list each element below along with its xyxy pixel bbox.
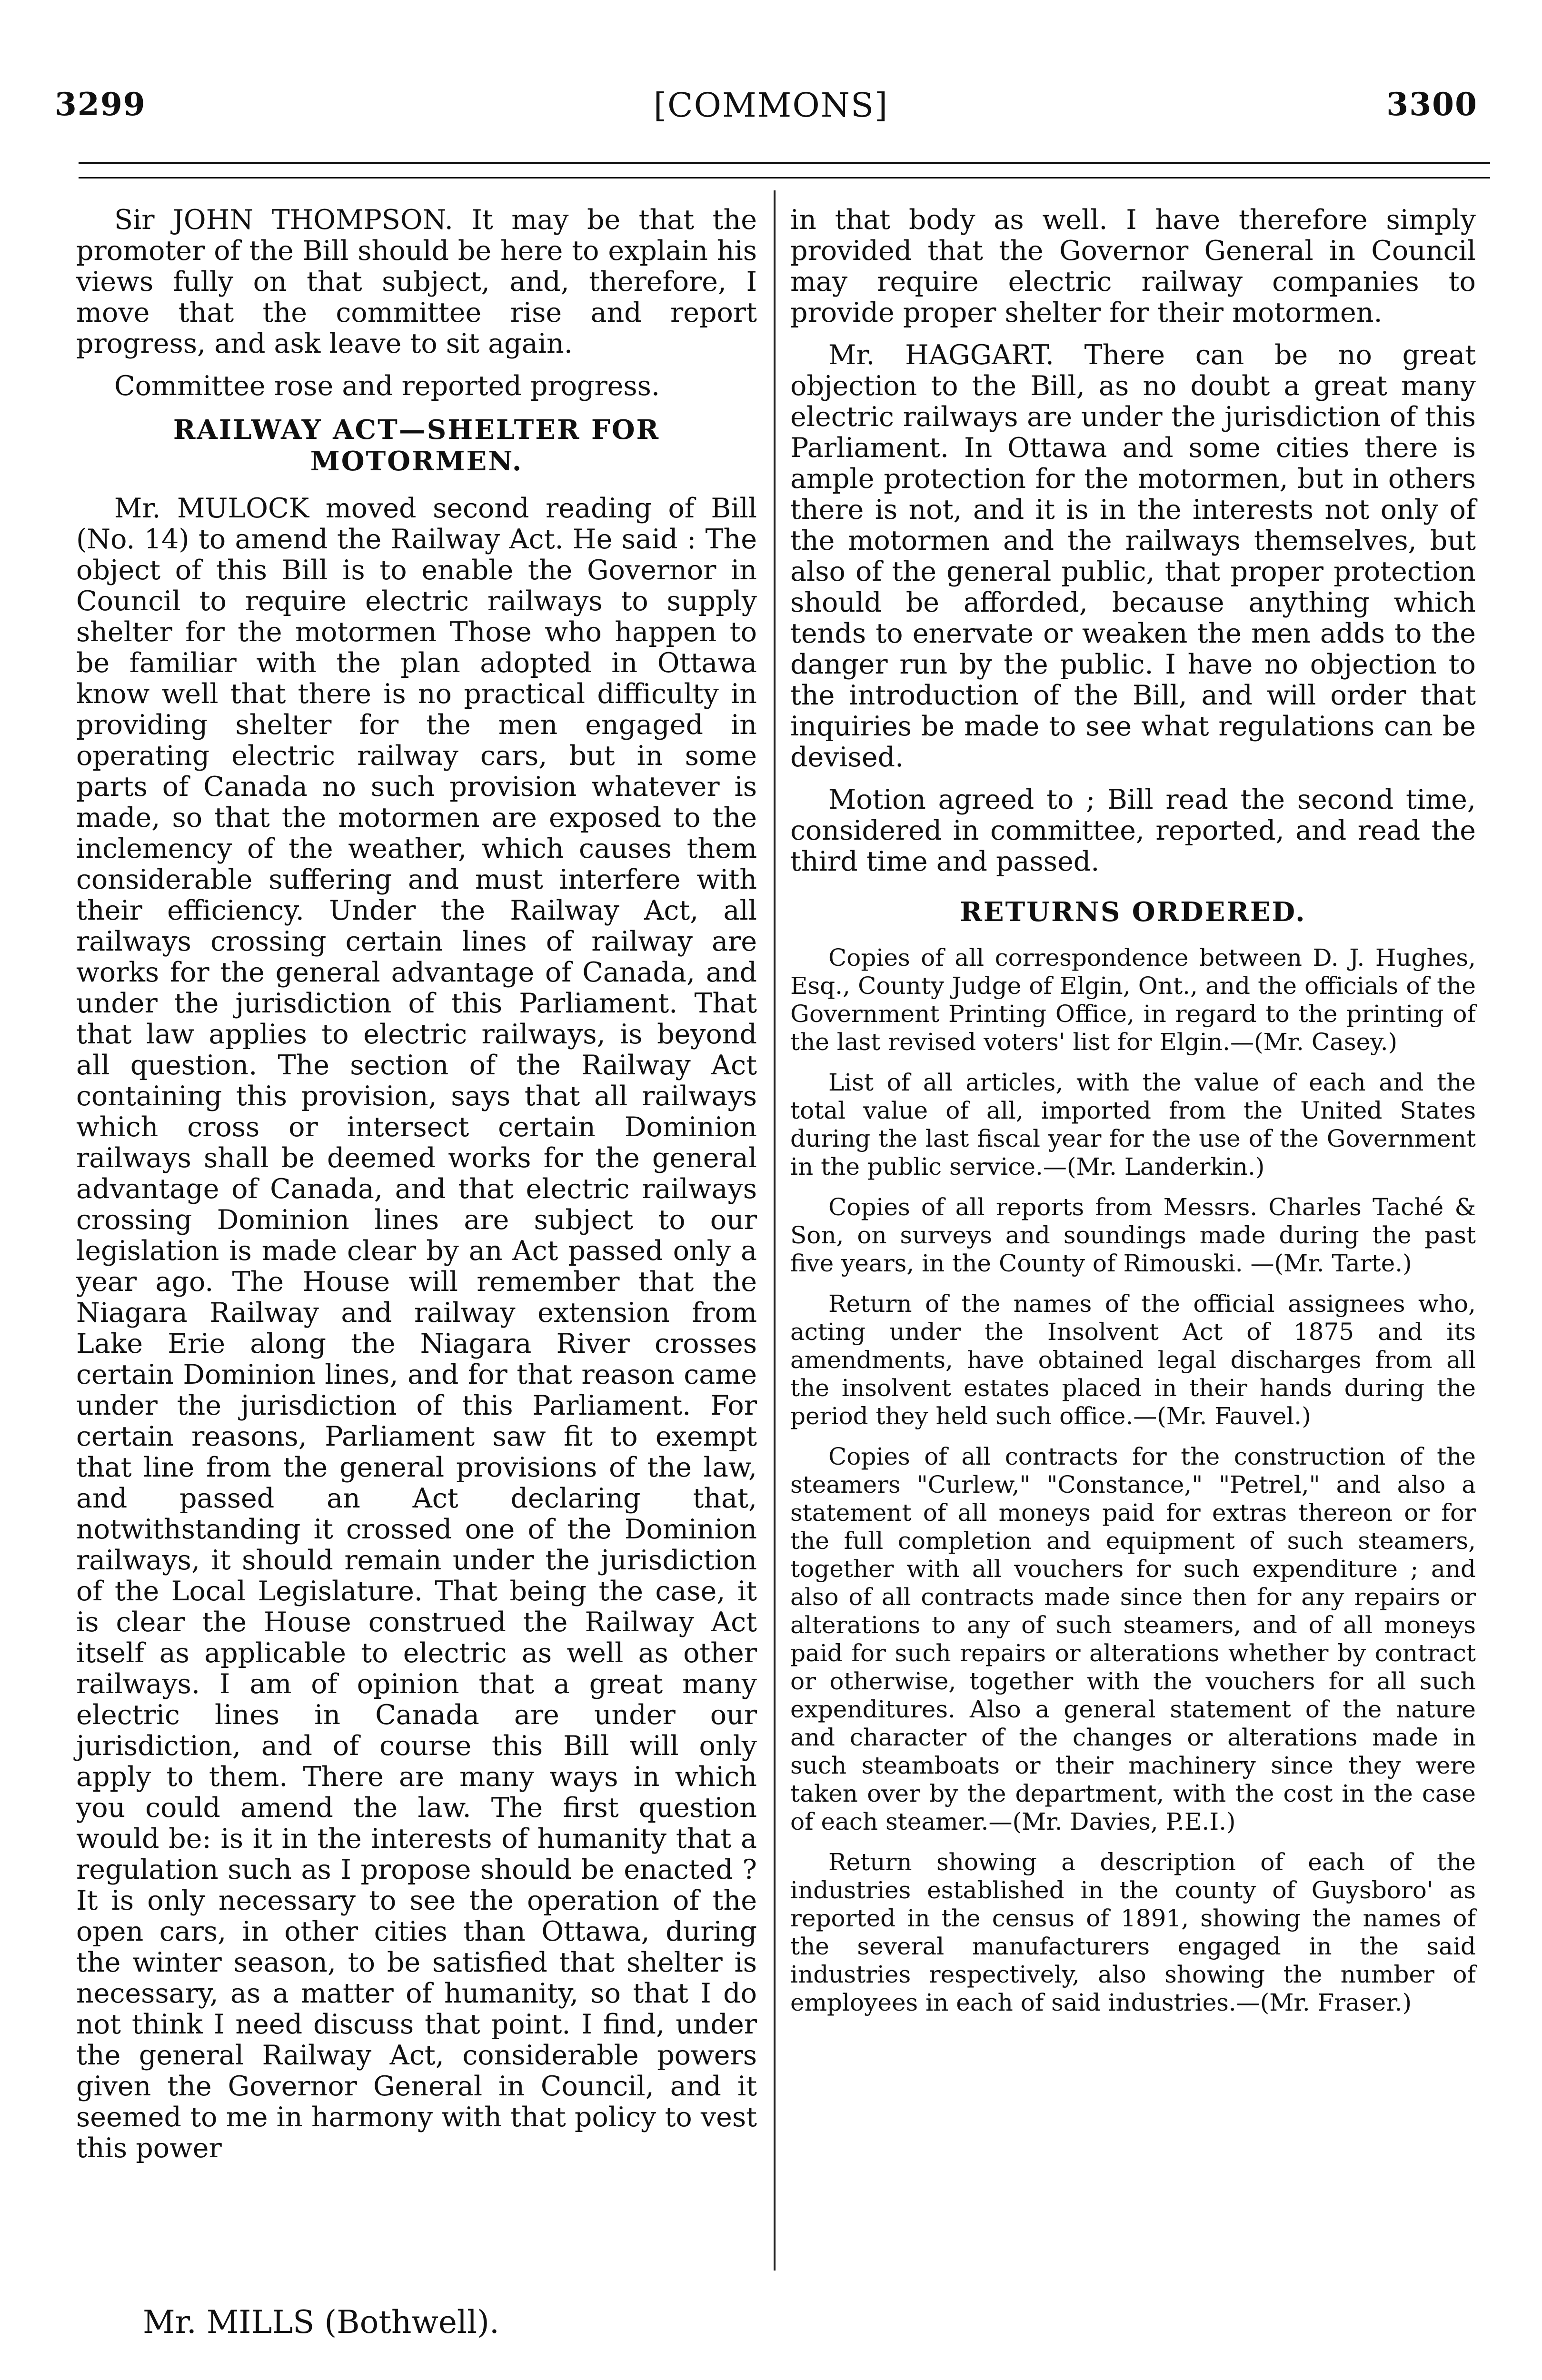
- paragraph-thompson: Sir JOHN THOMPSON. It may be that the promoter of the Bill should be here to explain his views fully on that subject, and, therefore, I move that the committee rise and report progress, and ask leave to sit again.: [76, 204, 757, 359]
- header-rule-bottom: [79, 177, 1490, 178]
- header-rule-top: [79, 162, 1490, 164]
- footer-speaker-name: Mr. MILLS (Bothwell).: [143, 2304, 499, 2340]
- column-divider: [774, 190, 776, 2271]
- section-heading-returns-ordered: RETURNS ORDERED.: [960, 896, 1306, 928]
- return-item: Copies of all correspondence between D. J. Hughes, Esq., County Judge of Elgin, Ont., and the officials of the Government Printing Office, in regard to the printing of the last revised voters' list for Elgin.—(Mr. Casey.): [790, 944, 1476, 1056]
- paragraph-mulock: Mr. MULOCK moved second reading of Bill (No. 14) to amend the Railway Act. He said : The object of this Bill is to enable the Governor in Council to require electric railways to supply shelter for the motormen Those who happen to be familiar with the plan adopted in Ottawa know well that there is no practical difficulty in providing shelter for the men engaged in operating electric railway cars, but in some parts of Canada no such provision whatever is made, so that the motormen are exposed to the inclemency of the weather, which causes them considerable suffering and must interfere with their efficiency. Under the Railway Act, all railways crossing certain lines of railway are works for the general advantage of Canada, and under the jurisdiction of this Parliament. That that law applies to electric railways, is beyond all question. The section of the Railway Act containing this provision, says that all railways which cross or intersect certain Dominion railways shall be deemed works for the general advantage of Canada, and that electric railways crossing Dominion lines are subject to our legislation is made clear by an Act passed only a year ago. The House will remember that the Niagara Railway and railway extension from Lake Erie along the Niagara River crosses certain Dominion lines, and for that reason came under the jurisdiction of this Parliament. For certain reasons, Parliament saw fit to exempt that line from the general provisions of the law, and passed an Act declaring that, notwithstanding it crossed one of the Dominion railways, it should remain under the jurisdiction of the Local Legislature. That being the case, it is clear the House construed the Railway Act itself as applicable to electric as well as other railways. I am of opinion that a great many electric lines in Canada are under our jurisdiction, and of course this Bill will only apply to them. There are many ways in which you could amend the law. The first question would be: is it in the interests of humanity that a regulation such as I propose should be enacted ? It is only necessary to see the operation of the open cars, in other cities than Ottawa, during the winter season, to be satisfied that shelter is necessary, as a matter of humanity, so that I do not think I need discuss that point. I find, under the general Railway Act, considerable powers given the Governor General in Council, and it seemed to me in harmony with that policy to vest this power: [76, 493, 757, 2164]
- return-item: Copies of all contracts for the construction of the steamers "Curlew," "Constance," "Petrel," and also a statement of all moneys paid for extras thereon or for the full completion and equipment of such steamers, together with all vouchers for such expenditure ; and also of all contracts made since then for any repairs or alterations to any of such steamers, and of all moneys paid for such repairs or alterations whether by contract or otherwise, together with the vouchers for all such expenditures. Also a general statement of the nature and character of the changes or alterations made in such steamboats or their machinery since they were taken over by the department, with the cost in the case of each steamer.—(Mr. Davies, P.E.I.): [790, 1443, 1476, 1835]
- page-header: [0, 0, 1542, 157]
- left-column: [76, 205, 757, 2175]
- return-item: Return of the names of the official assignees who, acting under the Insolvent Act of 1875 and its amendments, have obtained legal discharges from all the insolvent estates placed in their hands during the period they held such office.—(Mr. Fauvel.): [790, 1290, 1476, 1430]
- right-column: [790, 205, 1476, 2029]
- return-item: Return showing a description of each of the industries established in the county of Guysboro' as reported in the census of 1891, showing the names of the several manufacturers engaged in the said industries respectively, also showing the number of employees in each of said industries.—(Mr. Fraser.): [790, 1848, 1476, 2016]
- page-number-right: 3300: [1386, 86, 1478, 123]
- paragraph-motion-agreed: Motion agreed to ; Bill read the second time, considered in committee, reported, and read the third time and passed.: [790, 784, 1476, 877]
- section-heading-railway-act: RAILWAY ACT—SHELTER FOR MOTORMEN.: [173, 414, 660, 477]
- return-item: List of all articles, with the value of each and the total value of all, imported from the United States during the last fiscal year for the use of the Government in the public service.—(Mr. Landerkin.): [790, 1069, 1476, 1180]
- page-number-left: 3299: [55, 86, 146, 123]
- return-item: Copies of all reports from Messrs. Charles Taché & Son, on surveys and soundings made during the past five years, in the County of Rimouski. —(Mr. Tarte.): [790, 1193, 1476, 1277]
- paragraph-continuation: in that body as well. I have therefore simply provided that the Governor General in Council may require electric railway companies to provide proper shelter for their motormen.: [790, 204, 1476, 328]
- running-title: [COMMONS]: [653, 86, 889, 125]
- paragraph-committee-rose: Committee rose and reported progress.: [114, 370, 660, 402]
- paragraph-haggart: Mr. HAGGART. There can be no great objection to the Bill, as no doubt a great many electric railways are under the jurisdiction of this Parliament. In Ottawa and some cities there is ample protection for the motormen, but in others there is not, and it is in the interests not only of the motormen and the railways themselves, but also of the general public, that proper protection should be afforded, because anything which tends to enervate or weaken the men adds to the danger run by the public. I have no objection to the introduction of the Bill, and will order that inquiries be made to see what regulations can be devised.: [790, 339, 1476, 773]
